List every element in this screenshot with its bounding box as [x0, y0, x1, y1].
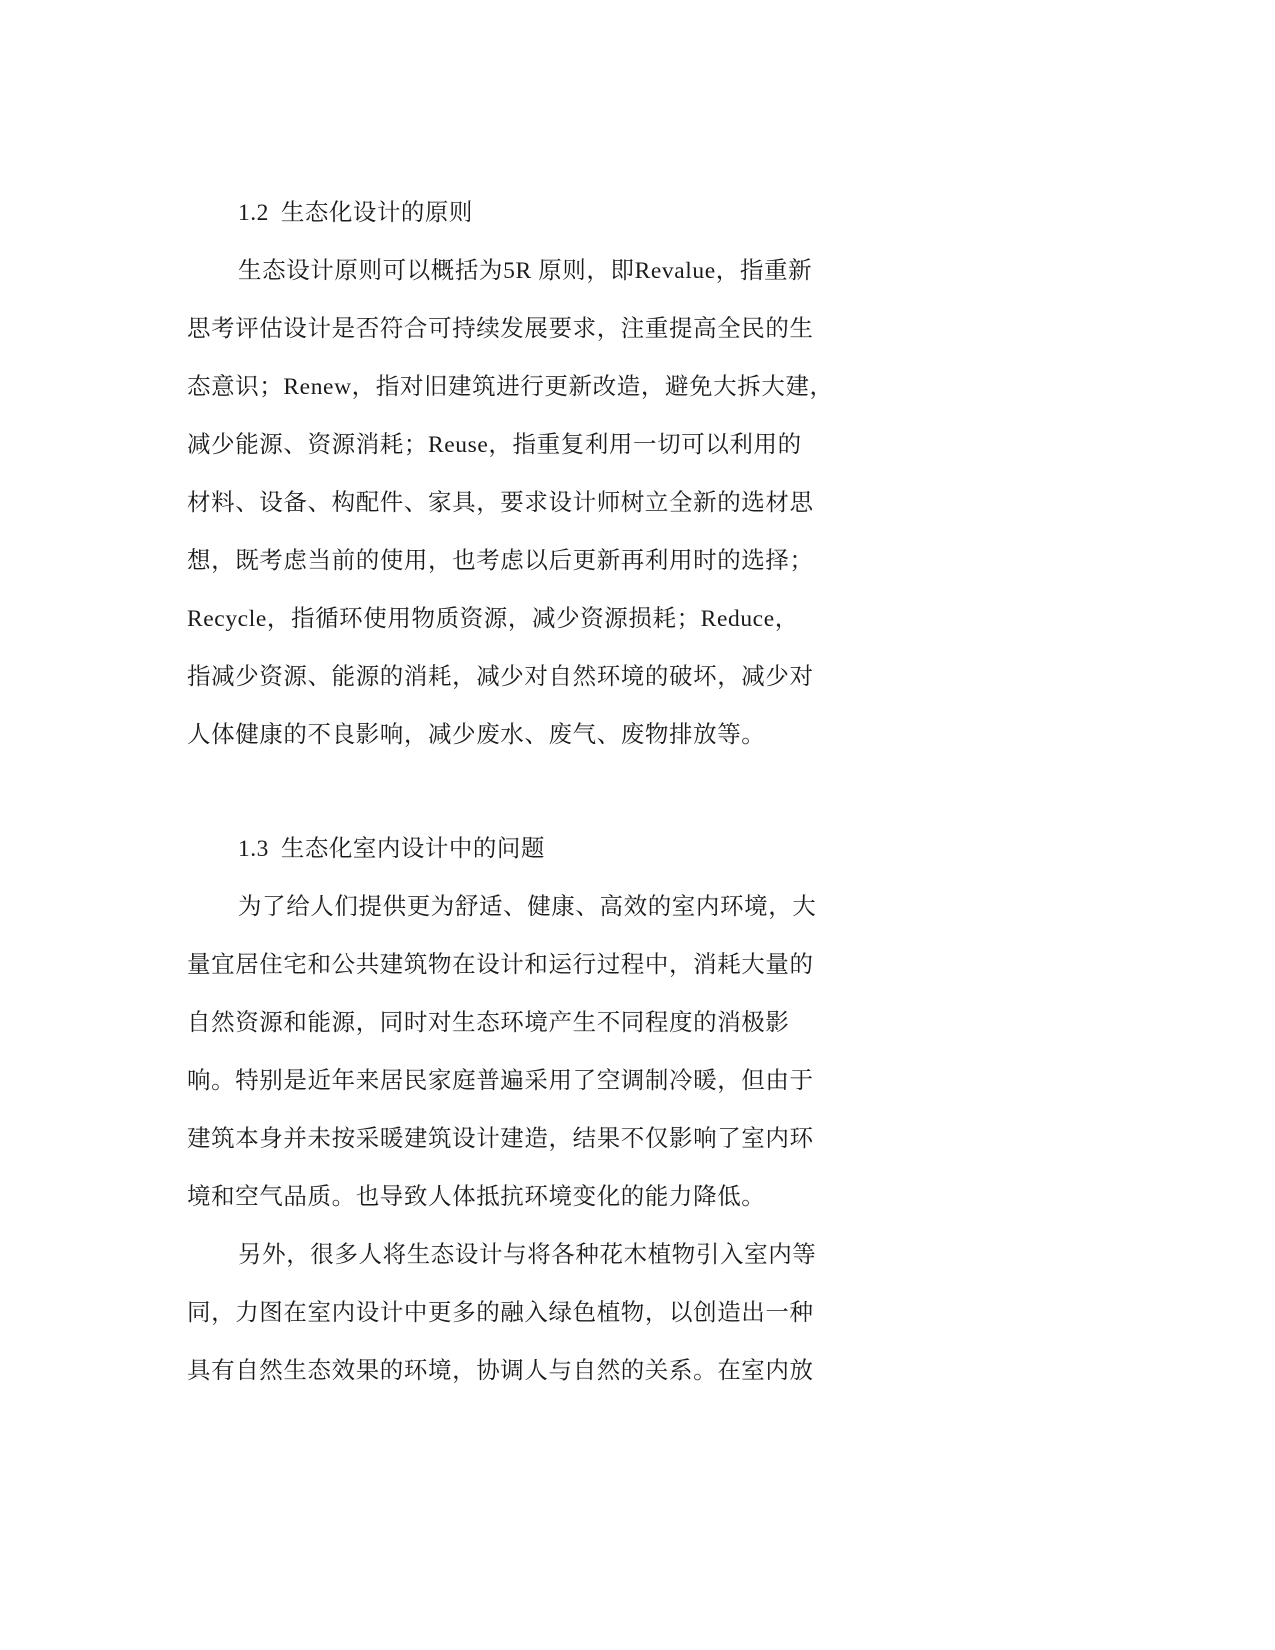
section-number: 1.2 [238, 200, 269, 226]
paragraph-line: 另外，很多人将生态设计与将各种花木植物引入室内等 [238, 1242, 817, 1268]
section-heading-1-3 [238, 834, 545, 864]
section-title: 生态化设计的原则 [280, 200, 473, 226]
paragraph-line: 量宜居住宅和公共建筑物在设计和运行过程中，消耗大量的 [187, 952, 814, 978]
paragraph-line: 为了给人们提供更为舒适、健康、高效的室内环境，大 [238, 894, 817, 920]
paragraph-line: 人体健康的不良影响，减少废水、废气、废物排放等。 [187, 722, 766, 748]
section-number: 1.3 [238, 836, 269, 862]
paragraph-line: 生态设计原则可以概括为5R 原则，即Revalue，指重新 [238, 258, 813, 284]
paragraph-line: 指减少资源、能源的消耗，减少对自然环境的破坏，减少对 [187, 664, 814, 690]
paragraph-line: 境和空气品质。也导致人体抵抗环境变化的能力降低。 [187, 1184, 766, 1210]
paragraph-line: 材料、设备、构配件、家具，要求设计师树立全新的选材思 [187, 490, 814, 516]
paragraph-line: 减少能源、资源消耗；Reuse，指重复利用一切可以利用的 [187, 432, 802, 458]
paragraph-line: 同，力图在室内设计中更多的融入绿色植物，以创造出一种 [187, 1300, 814, 1326]
paragraph-line: 具有自然生态效果的环境，协调人与自然的关系。在室内放 [187, 1358, 814, 1384]
section-heading-1-2 [238, 198, 473, 228]
section-title: 生态化室内设计中的问题 [280, 836, 545, 862]
paragraph-line: 态意识；Renew，指对旧建筑进行更新改造，避免大拆大建， [187, 374, 834, 400]
paragraph-line: 自然资源和能源，同时对生态环境产生不同程度的消极影 [187, 1010, 790, 1036]
paragraph-line: 建筑本身并未按采暖建筑设计建造，结果不仅影响了室内环 [187, 1126, 814, 1152]
paragraph-line: 响。特别是近年来居民家庭普遍采用了空调制冷暖，但由于 [187, 1068, 814, 1094]
paragraph-line: 想，既考虑当前的使用，也考虑以后更新再利用时的选择； [187, 548, 814, 574]
paragraph-line: 思考评估设计是否符合可持续发展要求，注重提高全民的生 [187, 316, 814, 342]
paragraph-line: Recycle，指循环使用物质资源，减少资源损耗；Reduce， [187, 606, 799, 632]
